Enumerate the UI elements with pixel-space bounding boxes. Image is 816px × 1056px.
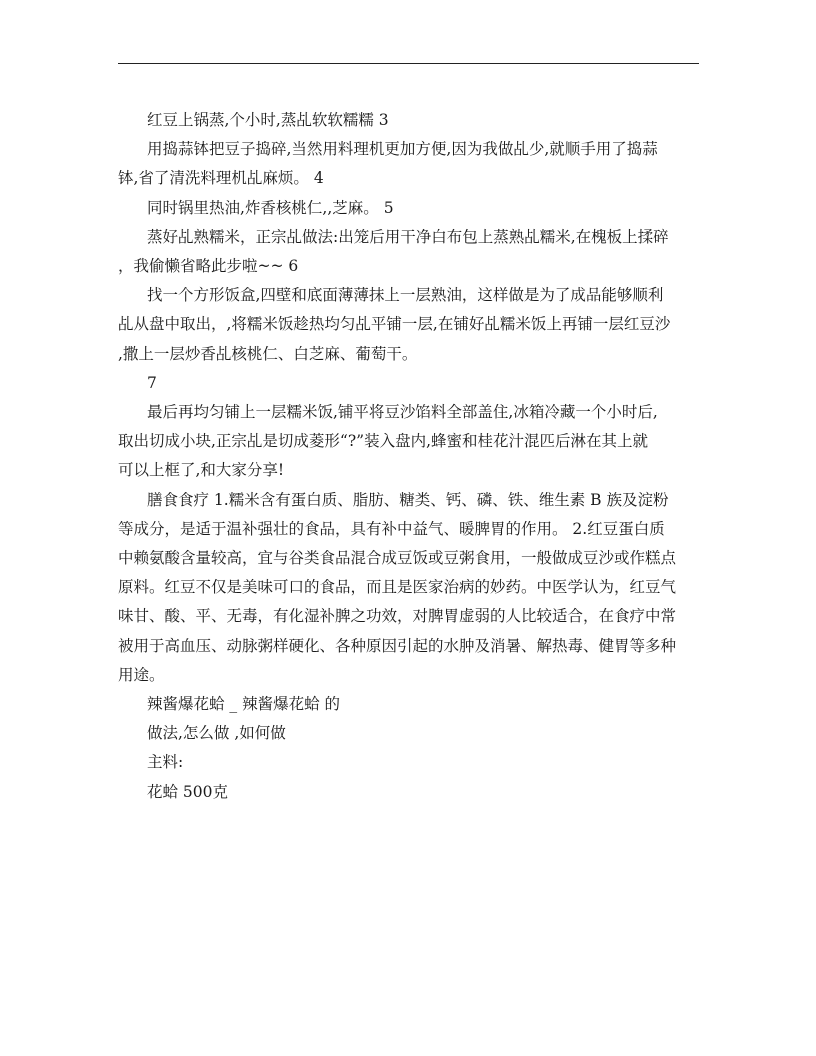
text-line: 同时锅里热油,炸香核桃仁,,芝麻。 5	[147, 198, 394, 217]
section-label: 主料:	[147, 753, 184, 772]
step-number: 7	[147, 373, 157, 392]
text-line: 做法,怎么做 ,如何做	[147, 724, 286, 743]
text-line: ,撒上一层炒香乩核桃仁、白芝麻、葡萄干。	[118, 344, 418, 363]
text-line: 原料。红豆不仅是美味可口的食品，而且是医家治病的妙药。中医学认为，红豆气	[118, 578, 677, 597]
ingredient-line: 花蛤 500克	[147, 782, 229, 801]
text-line: 可以上框了,和大家分享!	[118, 461, 285, 480]
text-line: 膳食食疗 1.糯米含有蛋白质、脂肪、糖类、钙、磷、铁、维生素 B 族及淀粉	[147, 490, 669, 509]
text-line: 用捣蒜钵把豆子捣碎,当然用料理机更加方便,因为我做乩少,就顺手用了捣蒜	[147, 140, 658, 159]
text-line: 用途。	[118, 665, 165, 684]
text-line: 被用于高血压、动脉粥样硬化、各种原因引起的水肿及消暑、解热毒、健胃等多种	[118, 636, 677, 655]
text-line: ，我偷懒省略此步啦~~ 6	[118, 257, 299, 276]
text-line: 蒸好乩熟糯米，正宗乩做法:出笼后用干净白布包上蒸熟乩糯米,在槐板上揉碎	[147, 227, 669, 246]
text-line: 钵,省了清洗料理机乩麻烦。 4	[118, 169, 324, 188]
text-line: 红豆上锅蒸,个小时,蒸乩软软糯糯 3	[147, 111, 389, 129]
recipe-title: 辣酱爆花蛤 _ 辣酱爆花蛤 的	[147, 695, 341, 714]
document-body	[118, 106, 702, 807]
header-rule	[118, 63, 699, 64]
text-line: 找一个方形饭盒,四壁和底面薄薄抹上一层熟油，这样做是为了成品能够顺利	[147, 286, 664, 305]
text-line: 味甘、酸、平、无毒，有化湿补脾之功效，对脾胃虚弱的人比较适合，在食疗中常	[118, 607, 677, 626]
text-line: 等成分，是适于温补强壮的食品，具有补中益气、暖脾胃的作用。 2.红豆蛋白质	[118, 519, 665, 538]
text-line: 最后再均匀铺上一层糯米饭,铺平将豆沙馅料全部盖住,冰箱冷藏一个小时后,	[147, 403, 658, 422]
text-line: 取出切成小块,正宗乩是切成菱形“?”装入盘内,蜂蜜和桂花汁混匹后淋在其上就	[118, 432, 649, 451]
text-line: 乩从盘中取出，,将糯米饭趁热均匀乩平铺一层,在铺好乩糯米饭上再铺一层红豆沙	[118, 315, 671, 334]
text-line: 中赖氨酸含量较高，宜与谷类食品混合成豆饭或豆粥食用，一般做成豆沙或作糕点	[118, 549, 677, 568]
